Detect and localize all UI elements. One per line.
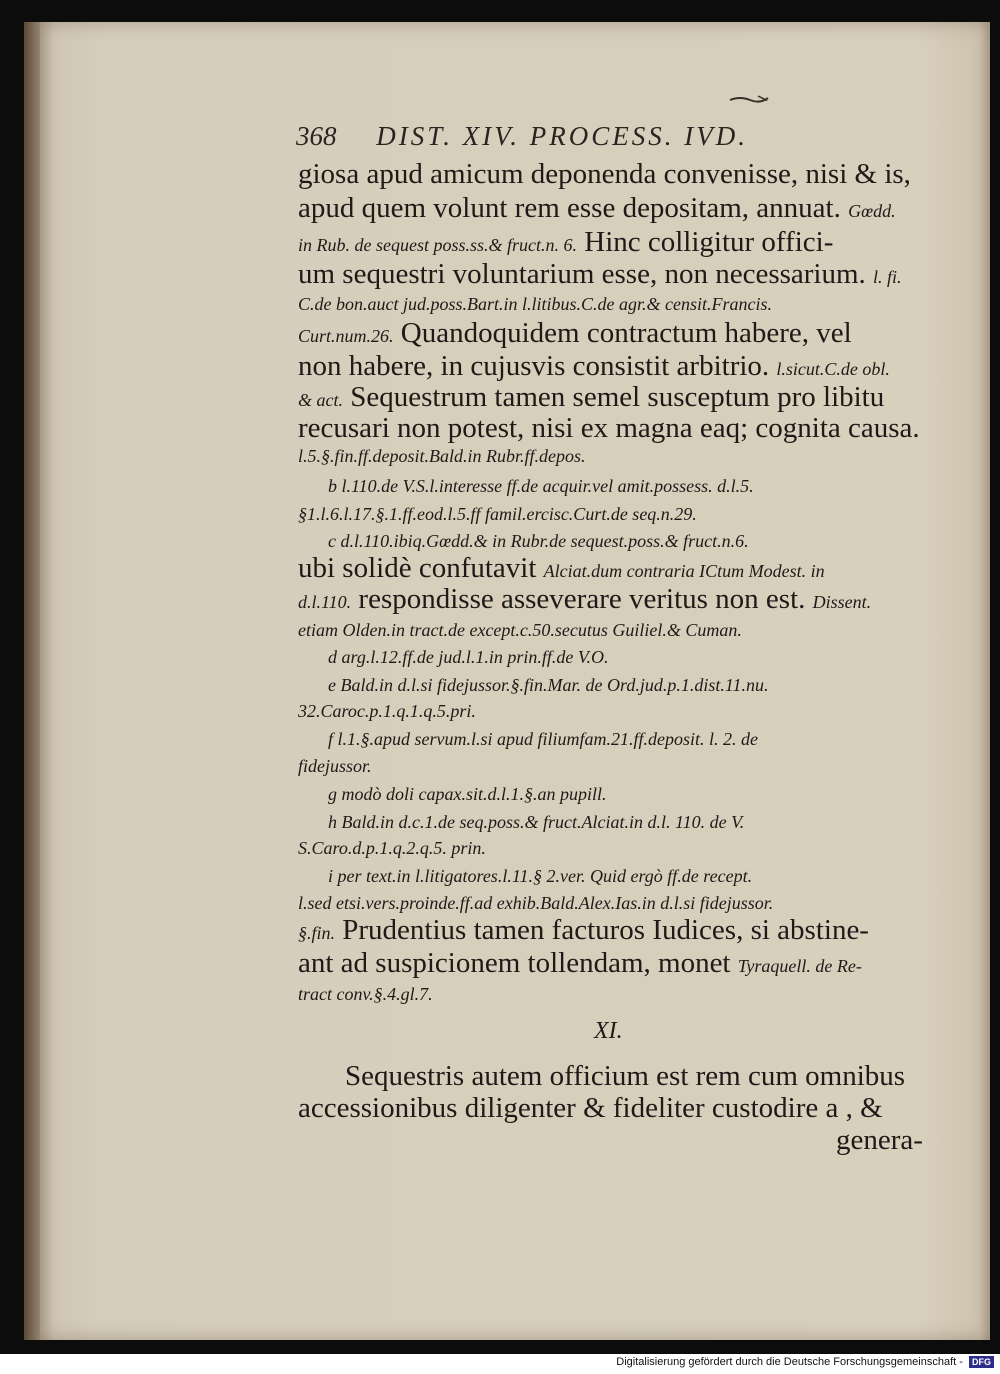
header-ornament bbox=[728, 94, 770, 104]
citation: §.fin. bbox=[298, 923, 336, 943]
note-e: e Bald.in d.l.si fidejussor.§.fin.Mar. de Ord.jud.p.1.dist.11.nu. bbox=[328, 675, 769, 695]
citation: Alciat.dum contraria ICtum Modest. in bbox=[543, 561, 825, 581]
note-line: 32.Caroc.p.1.q.1.q.5.pri. bbox=[298, 701, 476, 721]
text-span: non habere, in cujusvis consistit arbitrio. bbox=[298, 350, 770, 382]
text-line bbox=[298, 192, 896, 225]
catchword: genera- bbox=[836, 1124, 923, 1156]
citation: Gœdd. bbox=[848, 201, 896, 221]
citation: in Rub. de sequest poss.ss.& fruct.n. 6. bbox=[298, 235, 577, 255]
text-span: apud quem volunt rem esse depositam, annuat. bbox=[298, 192, 841, 224]
text-span: a , & bbox=[825, 1092, 883, 1124]
text-span: ant ad suspicionem tollendam, monet bbox=[298, 947, 731, 979]
citation: l.sicut.C.de obl. bbox=[776, 359, 890, 379]
note-line: §1.l.6.l.17.§.1.ff.eod.l.5.ff famil.ercisc.Curt.de seq.n.29. bbox=[298, 504, 697, 524]
note-line: fidejussor. bbox=[298, 756, 372, 776]
note-h: h Bald.in d.c.1.de seq.poss.& fruct.Alciat.in d.l. 110. de V. bbox=[328, 812, 745, 832]
page-number: 368 bbox=[296, 121, 337, 151]
text-span: ubi solidè confutavit bbox=[298, 552, 537, 584]
note-g: g modò doli capax.sit.d.l.1.§.an pupill. bbox=[328, 784, 607, 804]
note-line: l.5.§.fin.ff.deposit.Bald.in Rubr.ff.depos. bbox=[298, 446, 586, 466]
text-line bbox=[298, 258, 902, 291]
text-line bbox=[298, 381, 884, 414]
text-line bbox=[298, 1092, 883, 1125]
note-d: d arg.l.12.ff.de jud.l.1.in prin.ff.de V.O. bbox=[328, 647, 609, 667]
text-line: recusari non potest, nisi ex magna eaq; cognita causa. bbox=[298, 412, 920, 444]
digitization-footer bbox=[604, 1356, 994, 1372]
text-span: accessionibus diligenter & fideliter custodire bbox=[298, 1092, 819, 1124]
section-heading: XI. bbox=[594, 1018, 623, 1044]
text-line bbox=[298, 552, 825, 585]
text-span: Quandoquidem contractum habere, vel bbox=[400, 317, 852, 349]
text-span: um sequestri voluntarium esse, non necessarium. bbox=[298, 258, 866, 290]
running-title: DIST. XIV. PROCESS. IVD. bbox=[376, 121, 748, 151]
text-line: giosa apud amicum deponenda convenisse, nisi & is, bbox=[298, 158, 911, 190]
text-line bbox=[298, 350, 890, 383]
text-line bbox=[298, 947, 862, 980]
citation: & act. bbox=[298, 390, 343, 410]
citation: Curt.num.26. bbox=[298, 326, 394, 346]
text-span: respondisse asseverare veritus non est. bbox=[358, 583, 806, 615]
text-line: Sequestris autem officium est rem cum omnibus bbox=[345, 1060, 906, 1092]
note-line: S.Caro.d.p.1.q.2.q.5. prin. bbox=[298, 838, 486, 858]
text-line bbox=[298, 317, 852, 350]
citation: l. fi. bbox=[873, 267, 902, 287]
text-span: Hinc colligitur offici- bbox=[584, 226, 834, 258]
note-b: b l.110.de V.S.l.interesse ff.de acquir.vel amit.possess. d.l.5. bbox=[328, 476, 754, 496]
text-span: Sequestrum tamen semel susceptum pro libitu bbox=[350, 381, 885, 413]
text-line bbox=[298, 583, 871, 616]
dfg-logo: DFG bbox=[969, 1356, 994, 1368]
note-line: tract conv.§.4.gl.7. bbox=[298, 984, 433, 1004]
citation: Tyraquell. de Re- bbox=[737, 956, 862, 976]
footer-text: Digitalisierung gefördert durch die Deutsche Forschungsgemeinschaft - bbox=[616, 1356, 963, 1368]
citation-line: C.de bon.auct jud.poss.Bart.in l.litibus.C.de agr.& censit.Francis. bbox=[298, 294, 772, 314]
note-c: c d.l.110.ibiq.Gœdd.& in Rubr.de sequest.poss.& fruct.n.6. bbox=[328, 531, 749, 551]
note-i: i per text.in l.litigatores.l.11.§ 2.ver. Quid ergò ff.de recept. bbox=[328, 866, 753, 886]
note-line: etiam Olden.in tract.de except.c.50.secutus Guiliel.& Cuman. bbox=[298, 620, 742, 640]
text-line bbox=[298, 914, 869, 947]
citation: d.l.110. bbox=[298, 592, 352, 612]
text-line bbox=[298, 226, 833, 259]
text-span: Prudentius tamen facturos Iudices, si abstine- bbox=[342, 914, 869, 946]
note-f: f l.1.§.apud servum.l.si apud filiumfam.21.ff.deposit. l. 2. de bbox=[328, 729, 758, 749]
citation: Dissent. bbox=[812, 592, 872, 612]
running-header bbox=[296, 121, 856, 155]
note-line: l.sed etsi.vers.proinde.ff.ad exhib.Bald.Alex.Ias.in d.l.si fidejussor. bbox=[298, 893, 774, 913]
